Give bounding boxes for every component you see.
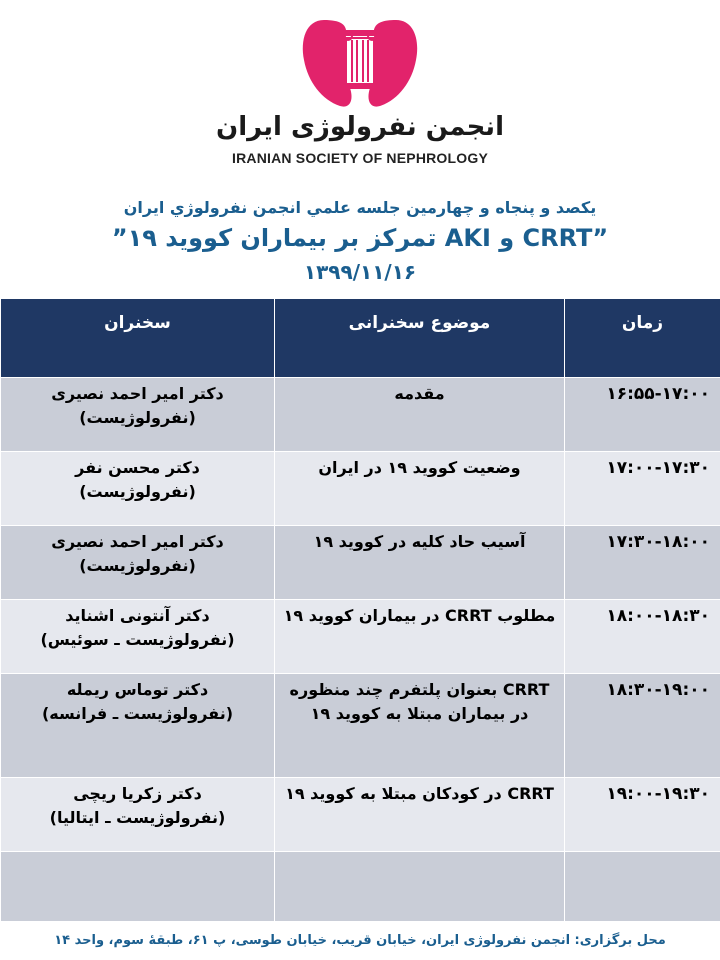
empty-cell — [1, 852, 275, 922]
logo — [0, 0, 720, 180]
row-time: ۱۶:۵۵-۱۷:۰۰ — [565, 378, 720, 452]
venue-footer: محل برگزاری: انجمن نفرولوژی ایران، خیابان قریب، خیابان طوسی، پ ۶۱، طبقۀ سوم، واحد ۱۴ — [54, 933, 666, 948]
table-row — [1, 674, 720, 778]
row-speaker — [1, 378, 275, 452]
row-time: ۱۸:۰۰-۱۸:۳۰ — [565, 600, 720, 674]
row-speaker — [1, 452, 275, 526]
speaker-role: (نفرولوژیست ـ سوئیس) — [40, 630, 235, 649]
column-header-time: زمان — [565, 299, 720, 378]
session-title: يكصد و پنجاه و چهارمين جلسه علمي انجمن نفرولوژي ايران — [123, 198, 597, 217]
table-row — [1, 778, 720, 852]
table-row — [1, 600, 720, 674]
row-speaker — [1, 526, 275, 600]
empty-cell — [275, 852, 565, 922]
speaker-role: (نفرولوژیست ـ فرانسه) — [41, 704, 234, 723]
table-row — [1, 452, 720, 526]
table-row — [1, 378, 720, 452]
row-topic: وضعیت کووید ۱۹ در ایران — [275, 452, 565, 526]
column-header-topic: موضوع سخنرانی — [275, 299, 565, 378]
table-row — [1, 526, 720, 600]
schedule-table — [0, 298, 720, 922]
session-subject: ”CRRT و AKI تمرکز بر بیماران کووید ۱۹” — [111, 224, 609, 252]
speaker-role: (نفرولوژیست) — [79, 482, 196, 501]
row-topic: آسیب حاد کلیه در کووید ۱۹ — [275, 526, 565, 600]
kidney-logo-icon — [300, 12, 420, 112]
empty-cell — [565, 852, 720, 922]
row-topic: مقدمه — [275, 378, 565, 452]
speaker-role: (نفرولوژیست) — [79, 408, 196, 427]
row-time: ۱۷:۳۰-۱۸:۰۰ — [565, 526, 720, 600]
speaker-name: دکتر محسن نفر — [75, 458, 200, 477]
speaker-name: دکتر آنتونی اشناید — [65, 606, 210, 625]
speaker-name: دکتر امیر احمد نصیری — [51, 532, 224, 551]
logo-name-en: IRANIAN SOCIETY OF NEPHROLOGY — [231, 150, 488, 166]
row-topic: CRRT در کودکان مبتلا به کووید ۱۹ — [275, 778, 565, 852]
speaker-role: (نفرولوژیست) — [79, 556, 196, 575]
logo-name-fa: انجمن نفرولوژی ایران — [216, 112, 504, 142]
speaker-name: دکتر زکریا ریچی — [73, 784, 202, 803]
speaker-name: دکتر توماس ریمله — [66, 680, 209, 699]
row-topic: CRRT بعنوان پلتفرم چند منظوره در بیماران مبتلا به کووید ۱۹ — [275, 674, 565, 778]
speaker-name: دکتر امیر احمد نصیری — [51, 384, 224, 403]
row-time: ۱۸:۳۰-۱۹:۰۰ — [565, 674, 720, 778]
row-speaker — [1, 778, 275, 852]
row-time: ۱۹:۰۰-۱۹:۳۰ — [565, 778, 720, 852]
column-header-speakers: سخنران — [1, 299, 275, 378]
row-speaker — [1, 674, 275, 778]
row-topic: مطلوب CRRT در بیماران کووید ۱۹ — [275, 600, 565, 674]
row-time: ۱۷:۰۰-۱۷:۳۰ — [565, 452, 720, 526]
table-header-row — [1, 299, 720, 378]
row-speaker — [1, 600, 275, 674]
session-date: ۱۳۹۹/۱۱/۱۶ — [303, 260, 417, 284]
speaker-role: (نفرولوژیست ـ ایتالیا) — [49, 808, 226, 827]
table-row-empty — [1, 852, 720, 922]
